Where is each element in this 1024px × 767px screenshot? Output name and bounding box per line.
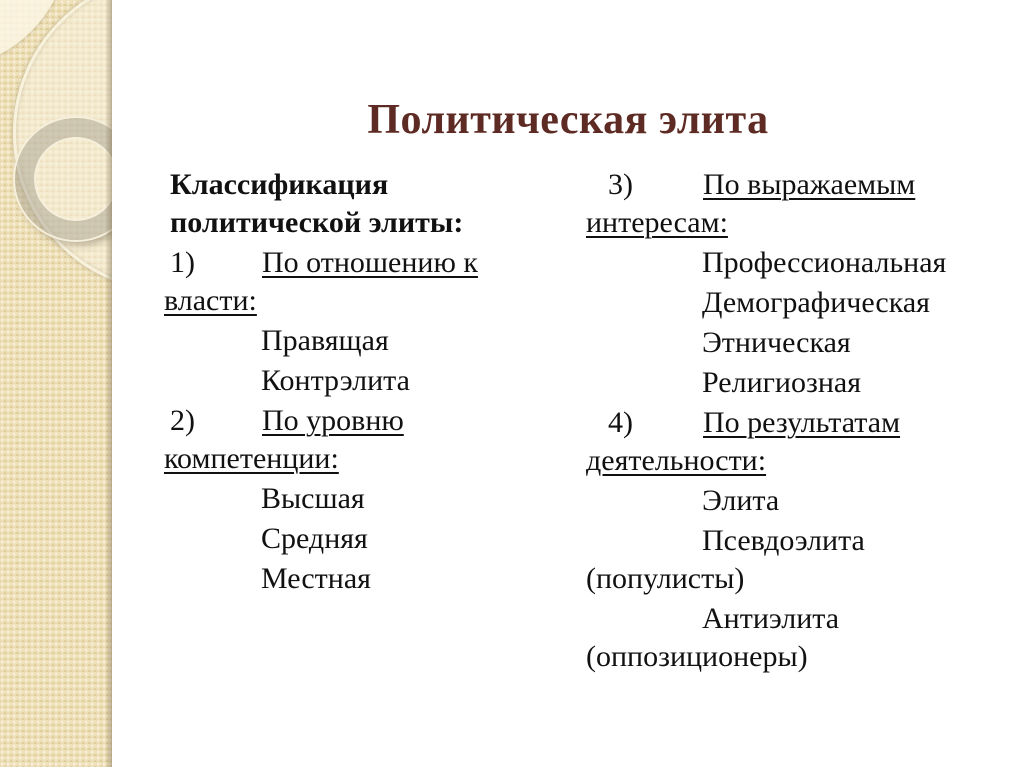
text-line xyxy=(586,600,1018,638)
list-text: Классификация xyxy=(170,168,389,201)
list-text: Антиэлита xyxy=(702,602,840,635)
decorative-sidebar xyxy=(0,0,112,767)
list-text: Контрэлита xyxy=(261,364,410,397)
category-label: По уровню xyxy=(262,404,404,437)
list-text: политической элиты: xyxy=(170,206,464,239)
numbered-list-item xyxy=(164,402,596,440)
text-line xyxy=(164,520,596,558)
category-label: По отношению к xyxy=(262,246,478,279)
numbered-list-item xyxy=(586,166,1018,204)
list-text: Религиозная xyxy=(702,366,862,399)
text-line xyxy=(586,244,1018,282)
list-text: Местная xyxy=(261,562,371,595)
list-text: Этническая xyxy=(702,326,851,359)
item-number: 4) xyxy=(608,406,633,439)
text-line xyxy=(164,362,596,400)
text-line xyxy=(586,638,1018,676)
slide-title: Политическая элита xyxy=(367,97,769,144)
list-text: (популисты) xyxy=(586,562,745,595)
category-label: власти: xyxy=(164,284,257,317)
text-line xyxy=(164,322,596,360)
list-text: Элита xyxy=(702,484,780,517)
text-line xyxy=(586,324,1018,362)
category-label: деятельности: xyxy=(586,444,767,477)
text-line xyxy=(586,522,1018,560)
numbered-list-item xyxy=(164,244,596,282)
text-line xyxy=(586,204,1018,242)
classification-column-right xyxy=(586,166,1018,676)
category-label: По результатам xyxy=(703,406,901,439)
list-text: Средняя xyxy=(261,522,368,555)
category-label: компетенции: xyxy=(164,442,339,475)
category-label: интересам: xyxy=(586,206,728,239)
text-line xyxy=(164,282,596,320)
list-text: Высшая xyxy=(261,482,365,515)
text-line xyxy=(164,560,596,598)
list-text: Псевдоэлита xyxy=(702,524,865,557)
list-text: Профессиональная xyxy=(702,246,947,279)
text-line xyxy=(164,204,596,242)
classification-column-left xyxy=(164,166,596,598)
text-line xyxy=(586,442,1018,480)
text-line xyxy=(586,284,1018,322)
numbered-list-item xyxy=(586,404,1018,442)
item-number: 2) xyxy=(170,404,195,437)
item-number: 3) xyxy=(608,168,633,201)
text-line xyxy=(586,482,1018,520)
text-line xyxy=(164,440,596,478)
item-number: 1) xyxy=(170,246,195,279)
list-text: Демографическая xyxy=(702,286,930,319)
text-line xyxy=(586,364,1018,402)
text-line xyxy=(164,480,596,518)
text-line xyxy=(164,166,596,204)
category-label: По выражаемым xyxy=(703,168,916,201)
list-text: (оппозиционеры) xyxy=(586,640,808,673)
text-line xyxy=(586,560,1018,598)
list-text: Правящая xyxy=(261,324,389,357)
